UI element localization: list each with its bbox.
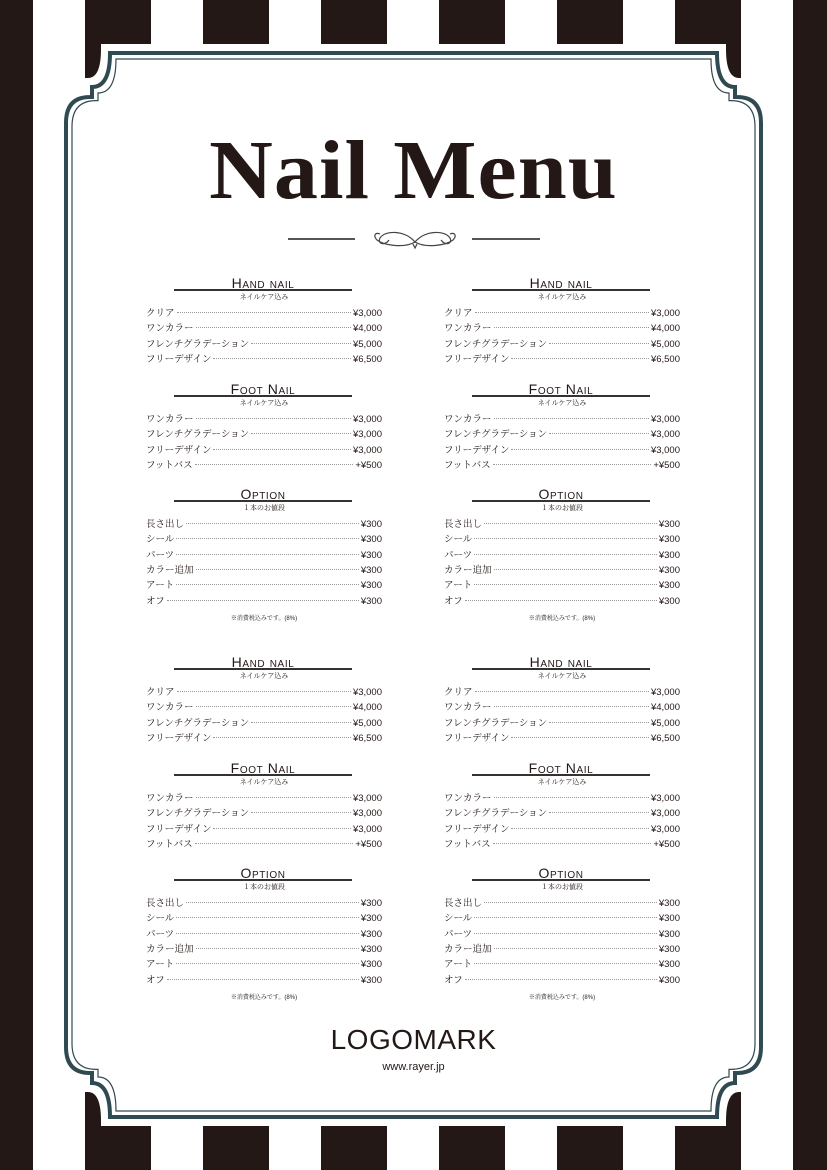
item-name: フレンチグラデーション <box>146 429 250 441</box>
item-price: ¥300 <box>658 943 680 955</box>
item-price: ¥300 <box>360 959 382 971</box>
dot-leader <box>176 538 359 539</box>
section-heading: Foot Nail <box>174 760 352 776</box>
item-name: フットバス <box>444 459 491 471</box>
item-price: ¥3,000 <box>352 823 382 835</box>
dot-leader <box>196 948 359 949</box>
section-heading: Option <box>472 486 650 502</box>
item-name: フットバス <box>146 459 193 471</box>
item-price: ¥3,000 <box>650 308 680 319</box>
section-heading: Option <box>174 486 352 502</box>
tax-note: ※消費税込みです。(8%) <box>230 616 298 622</box>
item-price: ¥3,000 <box>650 793 680 804</box>
tax-note: ※消費税込みです。(8%) <box>230 995 298 1001</box>
item-price: ¥5,000 <box>650 717 680 729</box>
item-price: ¥300 <box>658 549 680 561</box>
item-price: ¥6,500 <box>650 732 680 744</box>
item-name: フリーデザイン <box>444 732 510 744</box>
item-name: パーツ <box>146 928 175 940</box>
item-price: ¥4,000 <box>352 702 382 714</box>
menu-item <box>146 717 382 731</box>
item-name: シール <box>146 913 175 925</box>
item-name: フリーデザイン <box>444 444 510 456</box>
item-name: オフ <box>444 974 463 986</box>
dot-leader <box>196 327 351 328</box>
item-name: ワンカラー <box>146 414 194 425</box>
dot-leader <box>549 433 649 434</box>
menu-item <box>146 413 382 427</box>
menu-item <box>444 838 680 852</box>
section-subtitle: ネイルケア込み <box>537 673 587 680</box>
menu-item <box>444 579 680 593</box>
item-name: ワンカラー <box>444 793 492 804</box>
section-subtitle: ネイルケア込み <box>239 294 289 301</box>
item-name: フリーデザイン <box>146 353 212 365</box>
item-price: ¥300 <box>360 974 382 986</box>
menu-item <box>444 792 680 806</box>
item-name: 長さ出し <box>444 898 483 909</box>
menu-item <box>146 807 382 821</box>
item-name: フットバス <box>444 838 491 850</box>
item-price: ¥300 <box>658 519 680 530</box>
section-subtitle: １本のお値段 <box>243 884 285 891</box>
menu-item <box>444 428 680 442</box>
dot-leader <box>177 312 351 313</box>
item-price: ¥300 <box>658 913 680 925</box>
menu-item <box>444 807 680 821</box>
dot-leader <box>465 600 657 601</box>
dot-leader <box>177 691 351 692</box>
menu-item <box>146 928 382 942</box>
item-name: ワンカラー <box>444 323 492 335</box>
item-price: ¥3,000 <box>352 808 382 820</box>
item-price: ¥3,000 <box>352 414 382 425</box>
dot-leader <box>251 812 351 813</box>
dot-leader <box>196 418 351 419</box>
dot-leader <box>251 433 351 434</box>
menu-item <box>444 564 680 578</box>
item-name: フレンチグラデーション <box>444 808 548 820</box>
menu-item <box>444 823 680 837</box>
item-name: アート <box>146 959 175 971</box>
menu-item <box>146 912 382 926</box>
item-name: 長さ出し <box>146 898 185 909</box>
dot-leader <box>196 706 351 707</box>
item-price: ¥3,000 <box>352 793 382 804</box>
menu-item <box>444 595 680 609</box>
item-price: ¥300 <box>360 549 382 561</box>
menu-item <box>444 974 680 988</box>
dot-leader <box>195 464 354 465</box>
item-name: ワンカラー <box>146 793 194 804</box>
menu-item <box>146 686 382 700</box>
section-heading: Hand nail <box>472 654 650 670</box>
dot-leader <box>474 917 657 918</box>
menu-item <box>444 413 680 427</box>
item-price: ¥300 <box>360 580 382 592</box>
item-name: ワンカラー <box>146 702 194 714</box>
menu-item <box>444 717 680 731</box>
item-price: ¥3,000 <box>650 808 680 820</box>
dot-leader <box>475 691 649 692</box>
item-price: ¥300 <box>658 564 680 576</box>
section-heading: Option <box>472 865 650 881</box>
dot-leader <box>484 902 657 903</box>
section-subtitle: １本のお値段 <box>541 505 583 512</box>
item-name: パーツ <box>444 549 473 561</box>
dot-leader <box>176 554 359 555</box>
menu-item <box>146 353 382 367</box>
item-price: ¥300 <box>360 534 382 546</box>
menu-item <box>146 564 382 578</box>
item-name: フレンチグラデーション <box>444 429 548 441</box>
menu-item <box>146 428 382 442</box>
dot-leader <box>176 933 359 934</box>
menu-item <box>146 459 382 473</box>
item-name: フリーデザイン <box>146 823 212 835</box>
item-price: ¥300 <box>360 928 382 940</box>
menu-item <box>146 595 382 609</box>
item-price: +¥500 <box>355 838 382 850</box>
menu-item <box>146 792 382 806</box>
item-name: 長さ出し <box>444 519 483 530</box>
dot-leader <box>176 917 359 918</box>
item-name: クリア <box>444 308 473 319</box>
item-name: パーツ <box>444 928 473 940</box>
item-name: フレンチグラデーション <box>444 338 548 350</box>
item-price: ¥4,000 <box>352 323 382 335</box>
item-name: オフ <box>146 595 165 607</box>
item-price: ¥5,000 <box>352 717 382 729</box>
dot-leader <box>213 449 350 450</box>
menu-item <box>444 459 680 473</box>
section-subtitle: ネイルケア込み <box>239 779 289 786</box>
item-name: シール <box>444 534 473 546</box>
menu-item <box>444 958 680 972</box>
item-name: フットバス <box>146 838 193 850</box>
dot-leader <box>196 569 359 570</box>
dot-leader <box>186 902 359 903</box>
item-price: ¥3,000 <box>650 823 680 835</box>
item-price: ¥5,000 <box>352 338 382 350</box>
item-name: 長さ出し <box>146 519 185 530</box>
website-url: www.rayer.jp <box>382 1061 445 1073</box>
menu-item <box>444 912 680 926</box>
dot-leader <box>549 343 649 344</box>
item-price: ¥300 <box>658 928 680 940</box>
dot-leader <box>196 797 351 798</box>
menu-item <box>146 549 382 563</box>
item-price: ¥300 <box>360 898 382 909</box>
item-price: ¥5,000 <box>650 338 680 350</box>
item-name: アート <box>444 580 473 592</box>
dot-leader <box>494 569 657 570</box>
section-subtitle: ネイルケア込み <box>537 294 587 301</box>
item-price: +¥500 <box>653 838 680 850</box>
menu-item <box>444 943 680 957</box>
dot-leader <box>494 706 649 707</box>
item-price: ¥3,000 <box>352 308 382 319</box>
menu-item <box>146 823 382 837</box>
menu-item <box>146 943 382 957</box>
item-price: ¥300 <box>658 534 680 546</box>
section-subtitle: ネイルケア込み <box>537 400 587 407</box>
tax-note: ※消費税込みです。(8%) <box>528 616 596 622</box>
menu-item <box>444 701 680 715</box>
item-price: ¥300 <box>360 564 382 576</box>
item-price: ¥300 <box>658 595 680 607</box>
item-name: オフ <box>444 595 463 607</box>
item-name: パーツ <box>146 549 175 561</box>
item-price: ¥3,000 <box>650 687 680 698</box>
dot-leader <box>213 828 350 829</box>
section-heading: Foot Nail <box>472 760 650 776</box>
menu-item <box>444 322 680 336</box>
item-price: ¥3,000 <box>352 444 382 456</box>
item-price: ¥300 <box>658 959 680 971</box>
dot-leader <box>493 843 652 844</box>
item-price: ¥300 <box>360 595 382 607</box>
tax-note: ※消費税込みです。(8%) <box>528 995 596 1001</box>
menu-item <box>444 732 680 746</box>
menu-item <box>444 518 680 532</box>
item-name: シール <box>146 534 175 546</box>
item-price: ¥6,500 <box>650 353 680 365</box>
menu-item <box>146 322 382 336</box>
item-name: カラー追加 <box>146 943 194 955</box>
menu-item <box>146 533 382 547</box>
item-name: カラー追加 <box>146 564 194 576</box>
menu-item <box>444 928 680 942</box>
dot-leader <box>167 600 359 601</box>
item-name: フレンチグラデーション <box>146 808 250 820</box>
dot-leader <box>511 449 648 450</box>
item-price: ¥4,000 <box>650 323 680 335</box>
dot-leader <box>549 812 649 813</box>
menu-item <box>146 974 382 988</box>
dot-leader <box>465 979 657 980</box>
menu-item <box>444 444 680 458</box>
item-price: +¥500 <box>653 459 680 471</box>
menu-item <box>146 701 382 715</box>
dot-leader <box>475 312 649 313</box>
menu-item <box>444 533 680 547</box>
section-subtitle: １本のお値段 <box>541 884 583 891</box>
item-name: フレンチグラデーション <box>146 338 250 350</box>
item-name: カラー追加 <box>444 943 492 955</box>
item-name: ワンカラー <box>146 323 194 335</box>
section-heading: Hand nail <box>174 275 352 291</box>
dot-leader <box>549 722 649 723</box>
menu-item <box>444 686 680 700</box>
section-subtitle: ネイルケア込み <box>239 400 289 407</box>
menu-item <box>146 732 382 746</box>
menu-item <box>146 897 382 911</box>
dot-leader <box>474 963 657 964</box>
item-name: フリーデザイン <box>444 823 510 835</box>
menu-item <box>444 549 680 563</box>
flourish-ornament-icon <box>285 228 545 250</box>
menu-item <box>146 518 382 532</box>
dot-leader <box>167 979 359 980</box>
menu-item <box>146 338 382 352</box>
dot-leader <box>474 933 657 934</box>
menu-item <box>146 444 382 458</box>
menu-item <box>444 307 680 321</box>
menu-item <box>146 579 382 593</box>
item-price: ¥3,000 <box>650 444 680 456</box>
item-name: カラー追加 <box>444 564 492 576</box>
menu-item <box>146 958 382 972</box>
item-name: クリア <box>146 687 175 698</box>
item-price: ¥6,500 <box>352 732 382 744</box>
dot-leader <box>474 554 657 555</box>
section-subtitle: １本のお値段 <box>243 505 285 512</box>
item-price: ¥3,000 <box>352 687 382 698</box>
menu-item <box>444 897 680 911</box>
menu-item <box>146 838 382 852</box>
item-name: クリア <box>146 308 175 319</box>
section-heading: Hand nail <box>174 654 352 670</box>
section-heading: Foot Nail <box>472 381 650 397</box>
item-price: ¥300 <box>360 913 382 925</box>
item-name: フリーデザイン <box>444 353 510 365</box>
section-subtitle: ネイルケア込み <box>239 673 289 680</box>
logo-mark: LOGOMARK <box>330 1024 497 1055</box>
item-name: ワンカラー <box>444 702 492 714</box>
dot-leader <box>511 828 648 829</box>
dot-leader <box>494 948 657 949</box>
item-name: フレンチグラデーション <box>444 717 548 729</box>
item-price: ¥300 <box>658 898 680 909</box>
dot-leader <box>511 737 648 738</box>
item-price: ¥6,500 <box>352 353 382 365</box>
menu-item <box>146 307 382 321</box>
dot-leader <box>251 343 351 344</box>
item-name: アート <box>444 959 473 971</box>
dot-leader <box>494 797 649 798</box>
item-name: アート <box>146 580 175 592</box>
item-name: フリーデザイン <box>146 732 212 744</box>
item-price: ¥3,000 <box>352 429 382 441</box>
item-price: ¥300 <box>658 580 680 592</box>
dot-leader <box>484 523 657 524</box>
section-subtitle: ネイルケア込み <box>537 779 587 786</box>
section-heading: Foot Nail <box>174 381 352 397</box>
dot-leader <box>494 327 649 328</box>
dot-leader <box>474 538 657 539</box>
section-heading: Hand nail <box>472 275 650 291</box>
section-heading: Option <box>174 865 352 881</box>
dot-leader <box>493 464 652 465</box>
item-name: フレンチグラデーション <box>146 717 250 729</box>
item-price: ¥300 <box>360 943 382 955</box>
item-name: フリーデザイン <box>146 444 212 456</box>
item-price: ¥3,000 <box>650 429 680 441</box>
dot-leader <box>176 584 359 585</box>
item-price: ¥300 <box>658 974 680 986</box>
dot-leader <box>251 722 351 723</box>
item-price: ¥4,000 <box>650 702 680 714</box>
dot-leader <box>213 737 350 738</box>
item-name: ワンカラー <box>444 414 492 425</box>
item-name: オフ <box>146 974 165 986</box>
page-title: Nail Menu <box>209 124 618 217</box>
dot-leader <box>176 963 359 964</box>
menu-item <box>444 353 680 367</box>
item-name: クリア <box>444 687 473 698</box>
item-price: ¥3,000 <box>650 414 680 425</box>
dot-leader <box>195 843 354 844</box>
dot-leader <box>474 584 657 585</box>
dot-leader <box>511 358 648 359</box>
dot-leader <box>186 523 359 524</box>
item-price: ¥300 <box>360 519 382 530</box>
item-price: +¥500 <box>355 459 382 471</box>
dot-leader <box>213 358 350 359</box>
menu-item <box>444 338 680 352</box>
item-name: シール <box>444 913 473 925</box>
dot-leader <box>494 418 649 419</box>
